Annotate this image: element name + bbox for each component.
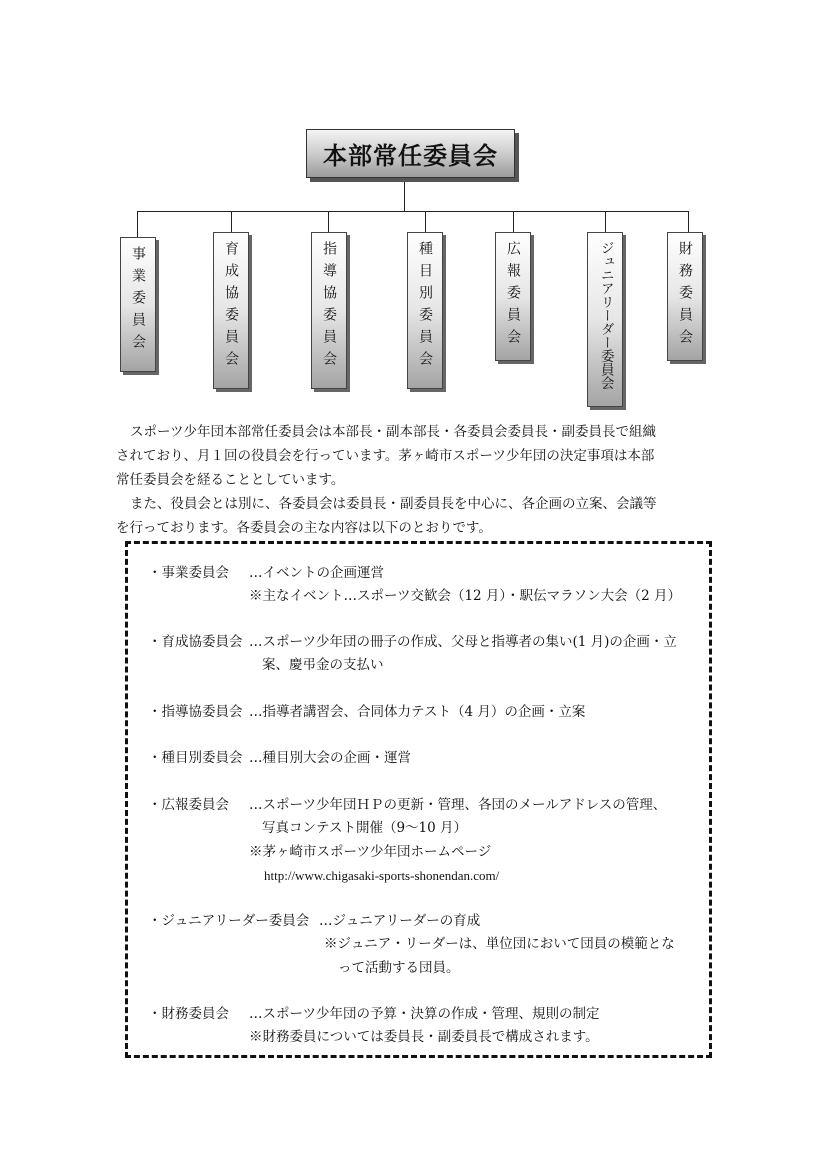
branch-drop-1 — [137, 211, 138, 237]
root-committee-box — [306, 129, 515, 178]
committee-label: ジュニアリーダー委員会 — [597, 241, 614, 390]
intro-line: また、役員会とは別に、各委員会は委員長・副委員長を中心に、各企画の立案、会議等 — [130, 496, 657, 512]
committee-box-shido — [311, 232, 347, 389]
detail-note: って活動する団員。 — [338, 960, 460, 976]
detail-label: ・事業委員会 — [148, 565, 229, 581]
detail-label: ・広報委員会 — [148, 797, 229, 813]
committee-label: 指導協委員会 — [321, 241, 337, 373]
detail-note: ※茅ヶ崎市スポーツ少年団ホームページ — [249, 844, 492, 860]
detail-note: ※ジュニア・リーダーは、単位団において団員の模範とな — [324, 936, 675, 952]
detail-label: ・種目別委員会 — [148, 750, 243, 766]
detail-desc: …スポーツ少年団ＨＰの更新・管理、各団のメールアドレスの管理、 — [249, 797, 667, 813]
detail-desc: …スポーツ少年団の予算・決算の作成・管理、規則の制定 — [249, 1006, 600, 1022]
detail-desc: …種目別大会の企画・運営 — [249, 750, 411, 766]
branch-drop-5 — [513, 211, 514, 232]
trunk-line — [404, 178, 405, 211]
root-committee-label: 本部常任委員会 — [323, 142, 498, 170]
intro-line: を行っております。各委員会の主な内容は以下のとおりです。 — [116, 520, 492, 536]
committee-label: 広報委員会 — [505, 241, 521, 351]
committee-box-koho — [495, 232, 531, 361]
detail-label: ・育成協委員会 — [148, 634, 243, 650]
committee-label: 財務委員会 — [677, 241, 693, 351]
committee-label: 種目別委員会 — [417, 241, 433, 373]
committee-box-zaimu — [667, 232, 703, 361]
intro-line: 常任委員会を経ることとしています。 — [116, 472, 345, 488]
committee-box-shumoku — [407, 232, 443, 389]
branch-drop-7 — [688, 211, 689, 232]
branch-drop-3 — [328, 211, 329, 232]
intro-line: されており、月１回の役員会を行っています。茅ヶ崎市スポーツ少年団の決定事項は本部 — [116, 448, 655, 464]
detail-note: ※主なイベント…スポーツ交歓会（12 月）・駅伝マラソン大会（2 月） — [249, 588, 682, 604]
detail-note: ※財務委員については委員長・副委員長で構成されます。 — [249, 1029, 599, 1045]
branch-drop-2 — [231, 211, 232, 232]
detail-desc: 写真コンテスト開催（9～10 月） — [262, 820, 468, 836]
branch-drop-6 — [605, 211, 606, 232]
detail-desc: …ジュニアリーダーの育成 — [319, 913, 481, 929]
committee-box-ikusei — [213, 232, 249, 389]
committee-label: 事業委員会 — [130, 246, 146, 356]
committee-box-junior — [587, 232, 623, 407]
committee-label: 育成協委員会 — [223, 241, 239, 373]
homepage-url-link[interactable]: http://www.chigasaki-sports-shonendan.com/ — [264, 868, 500, 883]
branch-drop-4 — [425, 211, 426, 232]
detail-desc: …指導者講習会、合同体力テスト（4 月）の企画・立案 — [249, 704, 586, 720]
detail-desc: 案、慶弔金の支払い — [262, 657, 384, 673]
detail-desc: …イベントの企画運営 — [249, 565, 384, 581]
detail-desc: …スポーツ少年団の冊子の作成、父母と指導者の集い(1 月)の企画・立 — [249, 634, 677, 650]
intro-line: スポーツ少年団本部常任委員会は本部長・副本部長・各委員会委員長・副委員長で組織 — [130, 424, 656, 440]
detail-label: ・財務委員会 — [148, 1006, 229, 1022]
committee-box-jigyo — [120, 237, 156, 372]
detail-label: ・指導協委員会 — [148, 704, 243, 720]
detail-label: ・ジュニアリーダー委員会 — [148, 913, 310, 929]
